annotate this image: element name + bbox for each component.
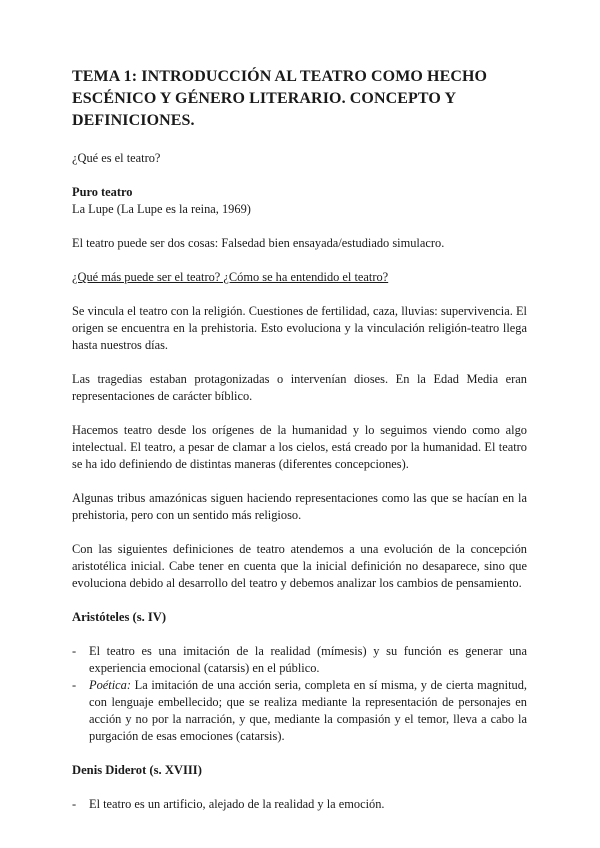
list-item-text: El teatro es un artificio, alejado de la realidad y la emoción. <box>89 797 385 811</box>
list-item-text: El teatro es una imitación de la realidad (mímesis) y su función es generar una experiencia emocional (catarsis) en el público. <box>89 644 527 675</box>
paragraph-religion: Se vincula el teatro con la religión. Cuestiones de fertilidad, caza, lluvias: supervivencia. El origen se encuentra en la prehistoria. Esto evoluciona y la vinculación religión-teatro llega hasta nuestros días. <box>72 304 527 352</box>
list-item <box>72 643 527 677</box>
paragraph-tragedies: Las tragedias estaban protagonizadas o intervenían dioses. En la Edad Media eran representaciones de carácter bíblico. <box>72 372 527 403</box>
aristoteles-list <box>72 643 527 745</box>
dash-bullet: - <box>72 678 77 692</box>
list-item <box>72 796 527 813</box>
dash-bullet: - <box>72 644 77 658</box>
dash-bullet: - <box>72 797 77 811</box>
page-title: TEMA 1: INTRODUCCIÓN AL TEATRO COMO HECHO ESCÉNICO Y GÉNERO LITERARIO. CONCEPTO Y DEFINICIONES. <box>72 68 488 129</box>
diderot-heading: Denis Diderot (s. XVIII) <box>72 763 202 777</box>
aristoteles-heading: Aristóteles (s. IV) <box>72 610 167 624</box>
question-what-is-theatre: ¿Qué es el teatro? <box>72 151 161 165</box>
document-page <box>72 66 527 830</box>
diderot-list <box>72 796 527 813</box>
la-lupe-reference: La Lupe (La Lupe es la reina, 1969) <box>72 202 251 216</box>
question-what-else: ¿Qué más puede ser el teatro? ¿Cómo se ha entendido el teatro? <box>72 270 389 284</box>
list-item-text: La imitación de una acción seria, completa en sí misma, y de cierta magnitud, con lenguaje embellecido; que se realiza mediante la representación de personajes en acción y no por la narración, y que, mediante la compasión y el temor, lleva a cabo la purgación de esas emociones (catarsis). <box>89 678 527 743</box>
puro-teatro-label: Puro teatro <box>72 185 133 199</box>
list-item <box>72 677 527 745</box>
paragraph-two-things: El teatro puede ser dos cosas: Falsedad bien ensayada/estudiado simulacro. <box>72 236 445 250</box>
poetica-label: Poética: <box>89 678 131 692</box>
paragraph-origins: Hacemos teatro desde los orígenes de la humanidad y lo seguimos viendo como algo intelectual. El teatro, a pesar de clamar a los cielos, está creado por la humanidad. El teatro se ha ido definiendo de distintas maneras (diferentes concepciones). <box>72 423 527 471</box>
paragraph-definitions: Con las siguientes definiciones de teatro atendemos a una evolución de la concepción aristotélica inicial. Cabe tener en cuenta que la inicial definición no desaparece, sino que evoluciona debido al desarrollo del teatro y debemos analizar los cambios de pensamiento. <box>72 542 527 590</box>
paragraph-amazon-tribes: Algunas tribus amazónicas siguen haciendo representaciones como las que se hacían en la prehistoria, pero con un sentido más religioso. <box>72 491 527 522</box>
